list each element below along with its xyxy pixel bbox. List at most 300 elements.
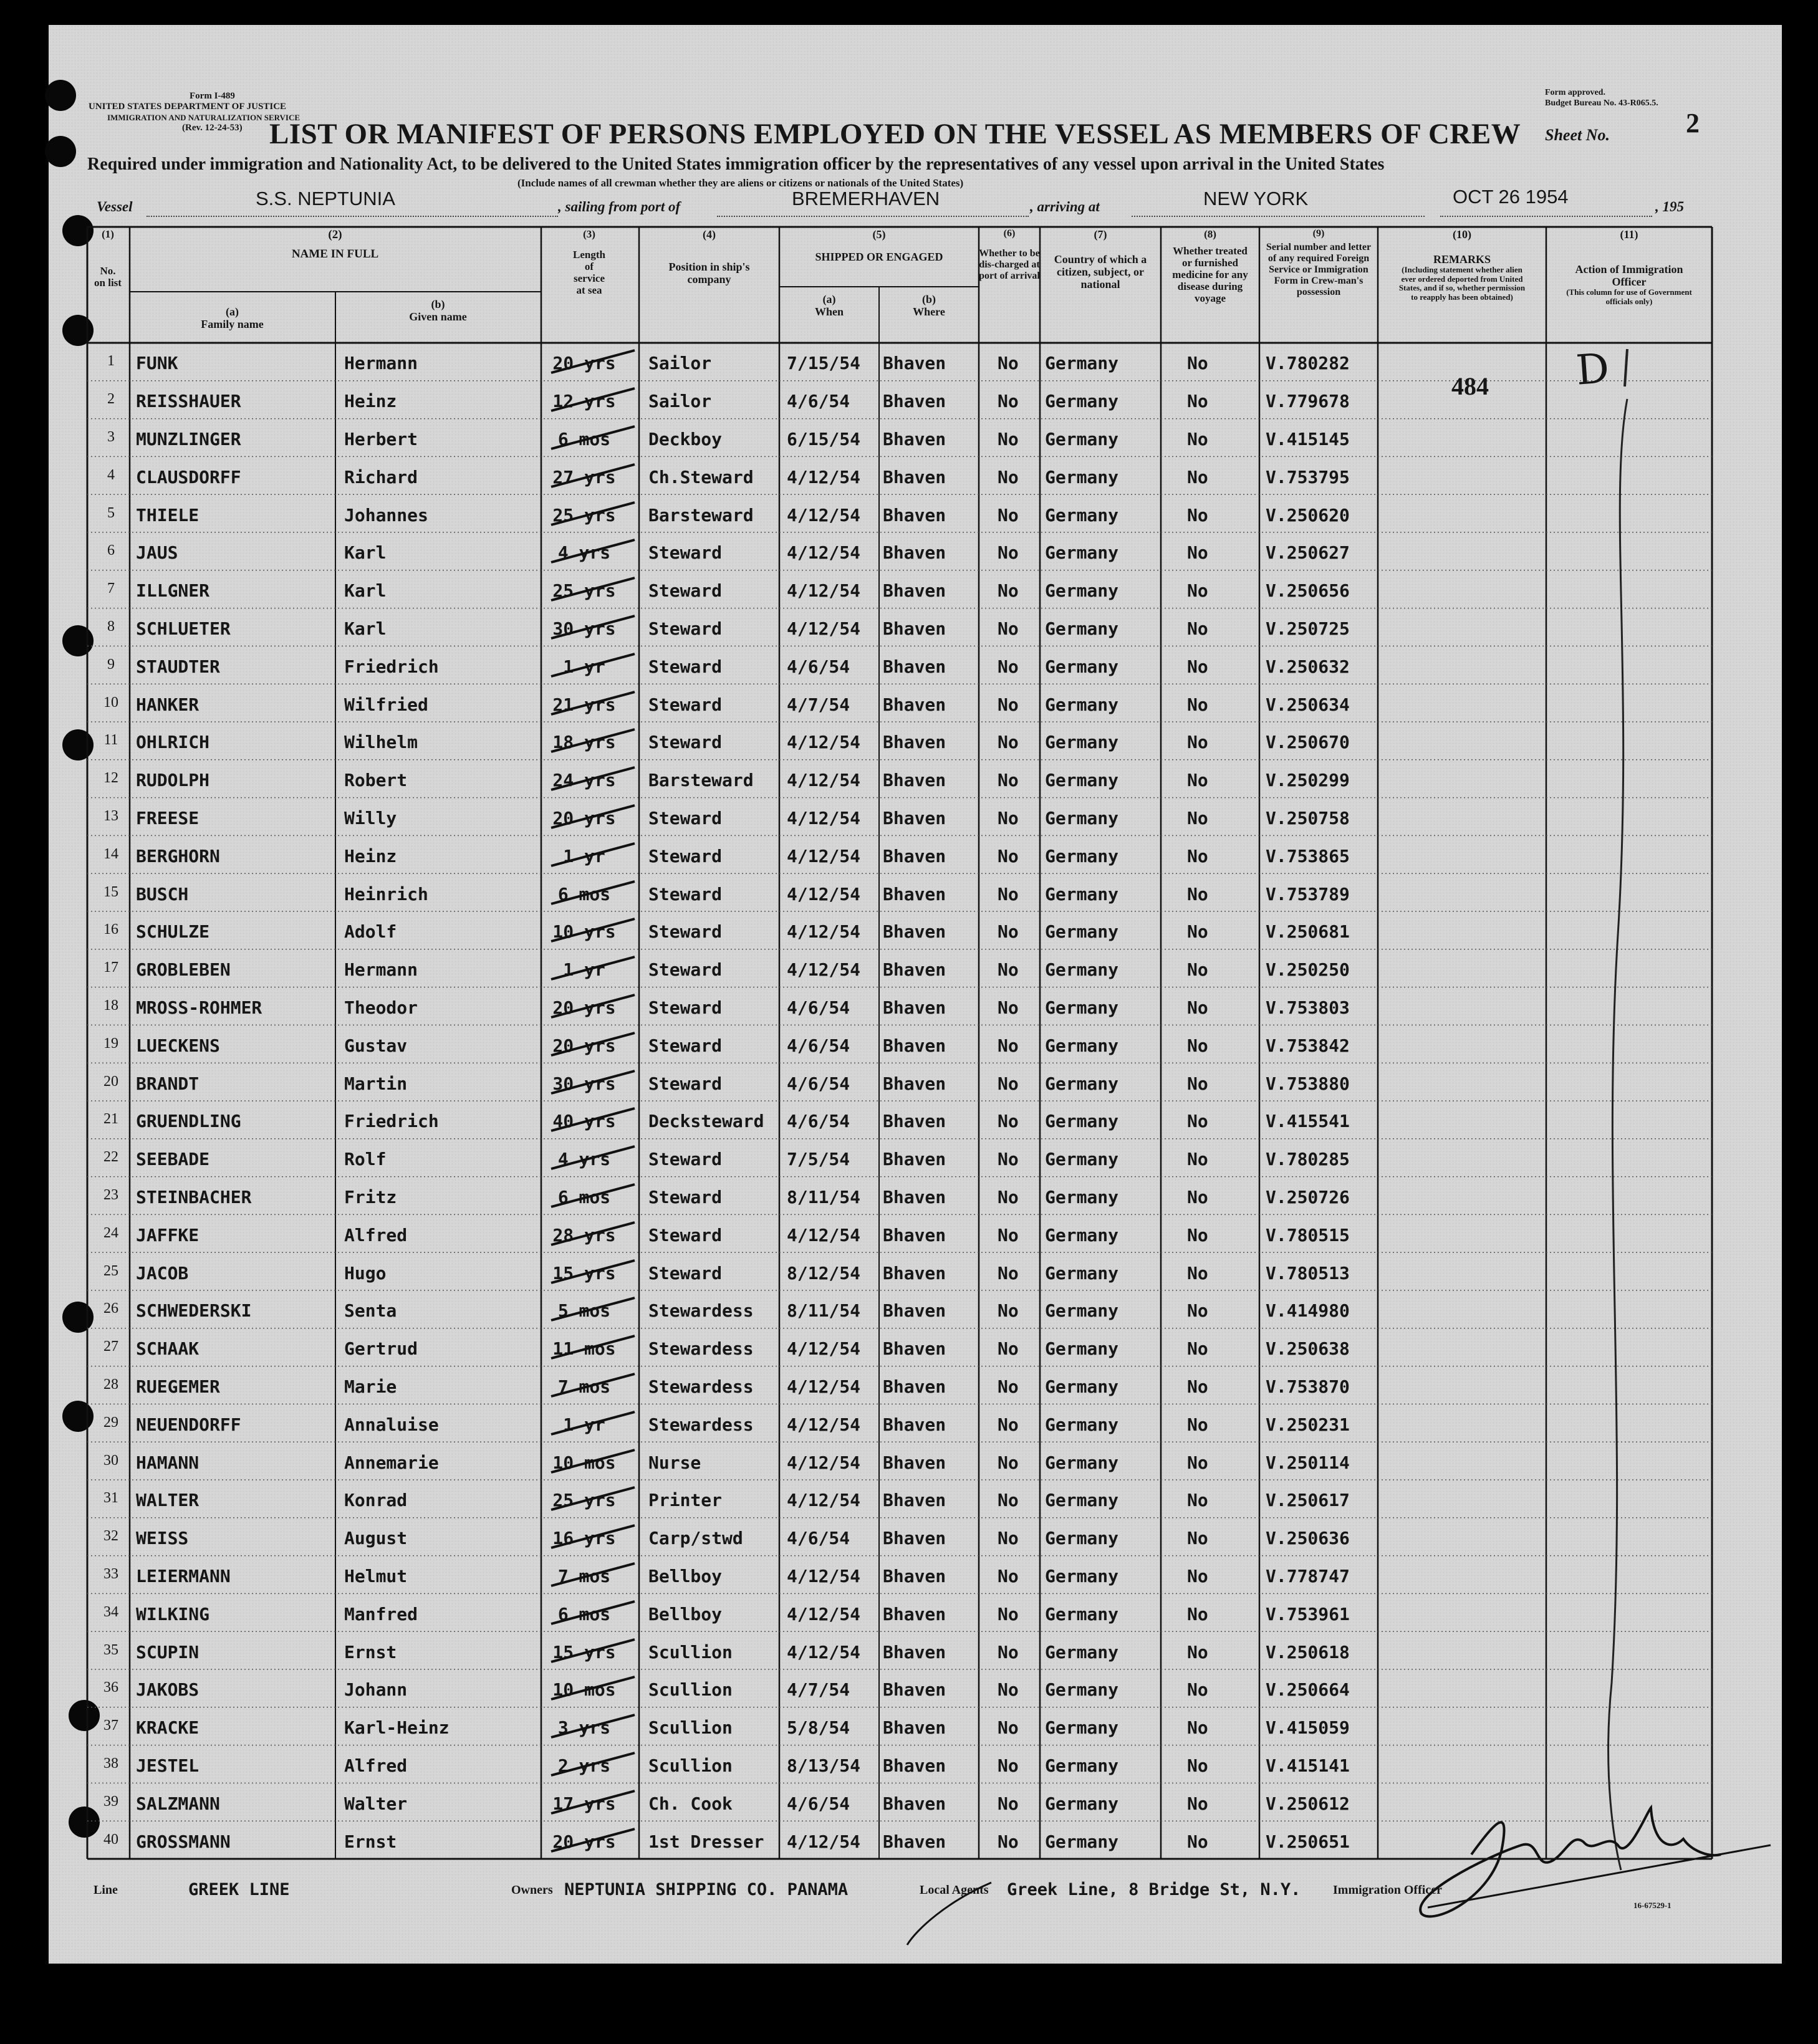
discharged: No: [998, 1641, 1019, 1663]
row-number: 3: [107, 428, 115, 445]
shipped-when: 4/12/54: [787, 1831, 861, 1852]
discharged: No: [998, 1376, 1019, 1397]
col-length-number: (3): [583, 228, 595, 240]
form-id: Form I-489: [190, 91, 235, 101]
col-shipped-number: (5): [872, 228, 886, 241]
col-name-number: (2): [328, 228, 342, 241]
table-row: [0, 1518, 1818, 1556]
col-when-number: (a): [822, 293, 836, 305]
owners-label: Owners: [511, 1883, 553, 1897]
col-when-label: When: [814, 305, 844, 319]
budget-bureau: Budget Bureau No. 43-R065.5.: [1545, 98, 1658, 108]
country: Germany: [1045, 353, 1119, 374]
row-number: 25: [103, 1262, 118, 1279]
service-length: 25 yrs: [552, 1490, 616, 1511]
strike-mark: [547, 651, 641, 679]
shipped-where: Bhaven: [883, 694, 946, 715]
position: Deckboy: [648, 428, 723, 449]
serial-number: V.779678: [1266, 391, 1350, 412]
shipped-when: 4/12/54: [787, 883, 861, 904]
country: Germany: [1045, 1300, 1119, 1322]
strike-mark: [547, 386, 641, 413]
table-row: [0, 1366, 1818, 1404]
shipped-where: Bhaven: [883, 353, 946, 374]
serial-number: V.250725: [1266, 618, 1350, 639]
service-length: 5 mos: [557, 1300, 611, 1322]
given-name: Senta: [344, 1300, 397, 1322]
row-number: 13: [103, 807, 118, 824]
local-agents: Greek Line, 8 Bridge St, N.Y.: [1007, 1880, 1301, 1899]
family-name: MROSS-ROHMER: [136, 997, 262, 1018]
country: Germany: [1045, 694, 1119, 715]
strike-mark: [547, 1220, 641, 1247]
officer-action-mark: D: [1574, 344, 1611, 395]
shipped-when: 4/12/54: [787, 1565, 861, 1586]
family-name: FREESE: [136, 807, 200, 828]
country: Germany: [1045, 1262, 1119, 1283]
shipped-when: 4/12/54: [787, 845, 861, 866]
service-name: IMMIGRATION AND NATURALIZATION SERVICE: [107, 113, 301, 122]
shipped-where: Bhaven: [883, 1528, 946, 1549]
row-number: 16: [103, 921, 118, 938]
shipped-where: Bhaven: [883, 1679, 946, 1701]
table-row: [0, 1783, 1818, 1821]
given-name: Alfred: [344, 1755, 408, 1776]
position: Steward: [648, 732, 723, 753]
position: Scullion: [648, 1717, 733, 1739]
discharged: No: [998, 732, 1019, 753]
table-row: [0, 873, 1818, 911]
form-revision: (Rev. 12-24-53): [182, 123, 243, 133]
col-action-number: (11): [1620, 228, 1638, 241]
position: Steward: [648, 921, 723, 943]
shipped-where: Bhaven: [883, 770, 946, 791]
family-name: STEINBACHER: [136, 1186, 252, 1207]
serial-number: V.250617: [1266, 1490, 1350, 1511]
punch-hole: [62, 315, 94, 346]
col-treated-number: (8): [1204, 228, 1216, 240]
row-number: 7: [107, 580, 115, 597]
row-number: 19: [103, 1035, 118, 1052]
table-row: [0, 608, 1818, 646]
treated: No: [1187, 921, 1208, 943]
discharged: No: [998, 391, 1019, 412]
sheet-number: 2: [1686, 108, 1700, 138]
serial-number: V.250758: [1266, 807, 1350, 828]
family-name: OHLRICH: [136, 732, 210, 753]
treated: No: [1187, 1603, 1208, 1624]
treated: No: [1187, 1338, 1208, 1360]
table-row: [0, 835, 1818, 873]
table-row: [0, 381, 1818, 419]
form-identification: [89, 91, 300, 133]
col-action-label: Action of Immigration Officer: [1575, 263, 1683, 289]
given-name: Hugo: [344, 1262, 387, 1283]
remarks-number: 484: [1451, 372, 1489, 400]
table-row: [0, 1480, 1818, 1518]
country: Germany: [1045, 1831, 1119, 1852]
discharged: No: [998, 845, 1019, 866]
service-length: 18 yrs: [552, 732, 616, 753]
treated: No: [1187, 959, 1208, 981]
position: Steward: [648, 1186, 723, 1207]
given-name: Manfred: [344, 1603, 418, 1624]
country: Germany: [1045, 1035, 1119, 1056]
family-name: GROBLEBEN: [136, 959, 231, 981]
discharged: No: [998, 1452, 1019, 1473]
row-number: 29: [103, 1414, 118, 1431]
service-length: 11 mos: [552, 1338, 616, 1360]
position: Nurse: [648, 1452, 701, 1473]
family-name: JAFFKE: [136, 1224, 200, 1245]
table-row: [0, 456, 1818, 494]
service-length: 20 yrs: [552, 997, 616, 1018]
shipped-where: Bhaven: [883, 656, 946, 677]
service-length: 6 mos: [557, 1603, 611, 1624]
given-name: Johannes: [344, 504, 428, 525]
discharged: No: [998, 1793, 1019, 1814]
serial-number: V.250620: [1266, 504, 1350, 525]
row-number: 33: [103, 1565, 118, 1582]
discharged: No: [998, 959, 1019, 981]
service-length: 10 mos: [552, 1679, 616, 1701]
row-number: 2: [107, 391, 115, 408]
shipped-where: Bhaven: [883, 1452, 946, 1473]
col-where-label: Where: [913, 305, 945, 319]
col-remarks-header: [1379, 228, 1545, 302]
given-name: Theodor: [344, 997, 418, 1018]
strike-mark: [547, 1485, 641, 1512]
country: Germany: [1045, 921, 1119, 943]
col-remarks-number: (10): [1453, 228, 1471, 241]
given-name: Marie: [344, 1376, 397, 1397]
discharged: No: [998, 466, 1019, 487]
position: Steward: [648, 807, 723, 828]
serial-number: V.753842: [1266, 1035, 1350, 1056]
country: Germany: [1045, 1679, 1119, 1701]
table-row: [0, 1139, 1818, 1177]
shipped-when: 7/15/54: [787, 353, 861, 374]
given-name: Wilfried: [344, 694, 428, 715]
treated: No: [1187, 732, 1208, 753]
country: Germany: [1045, 1528, 1119, 1549]
strike-mark: [547, 1182, 641, 1209]
shipped-where: Bhaven: [883, 1490, 946, 1511]
treated: No: [1187, 807, 1208, 828]
row-number: 34: [103, 1603, 118, 1620]
serial-number: V.250632: [1266, 656, 1350, 677]
family-name: JACOB: [136, 1262, 189, 1283]
serial-number: V.753803: [1266, 997, 1350, 1018]
discharged: No: [998, 1186, 1019, 1207]
shipped-where: Bhaven: [883, 1717, 946, 1739]
country: Germany: [1045, 1338, 1119, 1360]
treated: No: [1187, 504, 1208, 525]
service-length: 4 yrs: [557, 1149, 611, 1170]
given-name: Heinz: [344, 391, 397, 412]
discharged: No: [998, 428, 1019, 449]
family-name: JAUS: [136, 542, 178, 564]
shipped-where: Bhaven: [883, 807, 946, 828]
given-name: Fritz: [344, 1186, 397, 1207]
row-number: 12: [103, 770, 118, 787]
treated: No: [1187, 428, 1208, 449]
discharged: No: [998, 770, 1019, 791]
shipped-where: Bhaven: [883, 1376, 946, 1397]
col-discharged-header: [979, 228, 1040, 282]
family-name: WALTER: [136, 1490, 200, 1511]
given-name: Heinrich: [344, 883, 428, 904]
strike-mark: [547, 954, 641, 982]
given-name: Annemarie: [344, 1452, 439, 1473]
col-treated-header: [1161, 228, 1259, 304]
country: Germany: [1045, 959, 1119, 981]
country: Germany: [1045, 504, 1119, 525]
service-length: 28 yrs: [552, 1224, 616, 1245]
shipped-when: 4/12/54: [787, 542, 861, 564]
family-name: SALZMANN: [136, 1793, 220, 1814]
serial-number: V.753880: [1266, 1073, 1350, 1094]
treated: No: [1187, 1111, 1208, 1132]
family-name: BERGHORN: [136, 845, 220, 866]
vessel-label: Vessel: [97, 199, 133, 214]
shipped-when: 4/6/54: [787, 1793, 850, 1814]
country: Germany: [1045, 466, 1119, 487]
table-row: [0, 1101, 1818, 1139]
family-name: STAUDTER: [136, 656, 220, 677]
col-shipped-label: SHIPPED OR ENGAGED: [815, 251, 943, 264]
row-number: 24: [103, 1224, 118, 1241]
given-name: August: [344, 1528, 408, 1549]
col-given-number: (b): [431, 298, 445, 310]
treated: No: [1187, 1641, 1208, 1663]
shipped-where: Bhaven: [883, 1338, 946, 1360]
table-row: [0, 684, 1818, 722]
table-row: [0, 1556, 1818, 1594]
given-name: Karl-Heinz: [344, 1717, 450, 1739]
discharged: No: [998, 921, 1019, 943]
table-row: [0, 343, 1818, 381]
country: Germany: [1045, 1376, 1119, 1397]
row-number: 22: [103, 1149, 118, 1166]
treated: No: [1187, 1717, 1208, 1739]
treated: No: [1187, 845, 1208, 866]
col-action-note: (This column for use of Government officials only): [1566, 287, 1692, 307]
strike-mark: [547, 1409, 641, 1437]
service-length: 6 mos: [557, 1186, 611, 1207]
strike-mark: [547, 1788, 641, 1816]
shipped-when: 4/12/54: [787, 1603, 861, 1624]
shipped-when: 4/12/54: [787, 618, 861, 639]
table-row: [0, 419, 1818, 457]
position: 1st Dresser: [648, 1831, 764, 1852]
shipped-when: 4/7/54: [787, 694, 850, 715]
given-name: Rolf: [344, 1149, 387, 1170]
country: Germany: [1045, 1186, 1119, 1207]
discharged: No: [998, 656, 1019, 677]
arriving-label: , arriving at: [1030, 199, 1100, 214]
treated: No: [1187, 1528, 1208, 1549]
shipping-line: GREEK LINE: [188, 1880, 290, 1899]
country: Germany: [1045, 618, 1119, 639]
sailing-label: , sailing from port of: [558, 199, 681, 214]
family-name: GROSSMANN: [136, 1831, 231, 1852]
position: Steward: [648, 1149, 723, 1170]
col-no-label: No. on list: [94, 265, 122, 289]
strike-mark: [547, 992, 641, 1020]
row-number: 18: [103, 997, 118, 1014]
serial-number: V.780282: [1266, 353, 1350, 374]
col-discharged-label: Whether to be dis-charged at port of arrival: [979, 247, 1040, 281]
given-name: Ernst: [344, 1831, 397, 1852]
table-row: [0, 949, 1818, 987]
family-name: MUNZLINGER: [136, 428, 241, 449]
position: Steward: [648, 959, 723, 981]
position: Bellboy: [648, 1565, 723, 1586]
position: Ch.Steward: [648, 466, 754, 487]
col-no-number: (1): [102, 228, 114, 240]
table-row: [0, 494, 1818, 532]
family-name: ILLGNER: [136, 580, 210, 602]
treated: No: [1187, 1565, 1208, 1586]
row-number: 39: [103, 1793, 118, 1810]
position: Barsteward: [648, 504, 754, 525]
serial-number: V.778747: [1266, 1565, 1350, 1586]
given-name: Johann: [344, 1679, 408, 1701]
given-name: Alfred: [344, 1224, 408, 1245]
shipped-where: Bhaven: [883, 504, 946, 525]
position: Decksteward: [648, 1111, 764, 1132]
row-number: 1: [107, 353, 115, 370]
given-name: Annaluise: [344, 1414, 439, 1435]
shipped-when: 4/12/54: [787, 1641, 861, 1663]
strike-mark: [547, 424, 641, 451]
row-number: 11: [103, 732, 118, 749]
serial-number: V.753789: [1266, 883, 1350, 904]
page-subtitle: Required under immigration and Nationality Act, to be delivered to the United States immigration officer by the representatives of any vessel upon arrival in the United States: [87, 155, 1385, 174]
service-length: 7 mos: [557, 1565, 611, 1586]
col-name-label: NAME IN FULL: [291, 247, 379, 261]
family-name: LUECKENS: [136, 1035, 220, 1056]
country: Germany: [1045, 845, 1119, 866]
service-length: 1 yr: [563, 845, 605, 866]
table-row: [0, 1593, 1818, 1631]
position: Steward: [648, 542, 723, 564]
strike-mark: [547, 727, 641, 754]
given-name: Karl: [344, 618, 387, 639]
col-position-number: (4): [703, 228, 716, 241]
discharged: No: [998, 1073, 1019, 1094]
treated: No: [1187, 466, 1208, 487]
discharged: No: [998, 1490, 1019, 1511]
shipped-where: Bhaven: [883, 1603, 946, 1624]
family-name: HAMANN: [136, 1452, 200, 1473]
shipped-when: 4/12/54: [787, 1452, 861, 1473]
treated: No: [1187, 391, 1208, 412]
family-name: REISSHAUER: [136, 391, 241, 412]
strike-mark: [547, 537, 641, 565]
country: Germany: [1045, 1490, 1119, 1511]
given-name: Herbert: [344, 428, 418, 449]
position: Stewardess: [648, 1414, 754, 1435]
row-number: 28: [103, 1376, 118, 1393]
family-name: WEISS: [136, 1528, 189, 1549]
row-number: 15: [103, 883, 118, 900]
serial-number: V.250627: [1266, 542, 1350, 564]
position: Stewardess: [648, 1300, 754, 1322]
position: Stewardess: [648, 1376, 754, 1397]
position: Barsteward: [648, 770, 754, 791]
family-name: RUEGEMER: [136, 1376, 220, 1397]
col-shipped-header: [779, 228, 979, 263]
service-length: 30 yrs: [552, 618, 616, 639]
col-position-header: [642, 228, 776, 285]
col-position-label: Position in ship's company: [668, 261, 750, 286]
position: Steward: [648, 1262, 723, 1283]
shipped-when: 4/6/54: [787, 656, 850, 677]
row-number: 4: [107, 466, 115, 483]
shipped-when: 8/12/54: [787, 1262, 861, 1283]
strike-mark: [547, 462, 641, 489]
serial-number: V.250299: [1266, 770, 1350, 791]
strike-mark: [547, 1712, 641, 1740]
table-row: [0, 760, 1818, 798]
family-name: THIELE: [136, 504, 200, 525]
given-name: Gustav: [344, 1035, 408, 1056]
row-number: 27: [103, 1338, 118, 1355]
treated: No: [1187, 542, 1208, 564]
family-name: KRACKE: [136, 1717, 200, 1739]
position: Stewardess: [648, 1338, 754, 1360]
shipped-where: Bhaven: [883, 1111, 946, 1132]
treated: No: [1187, 1224, 1208, 1245]
serial-number: V.250634: [1266, 694, 1350, 715]
family-name: RUDOLPH: [136, 770, 210, 791]
treated: No: [1187, 656, 1208, 677]
shipped-where: Bhaven: [883, 1300, 946, 1322]
shipped-where: Bhaven: [883, 845, 946, 866]
strike-mark: [547, 1447, 641, 1475]
service-length: 20 yrs: [552, 1035, 616, 1056]
strike-mark: [547, 575, 641, 603]
service-length: 15 yrs: [552, 1641, 616, 1663]
shipped-when: 4/12/54: [787, 921, 861, 943]
treated: No: [1187, 1452, 1208, 1473]
position: Scullion: [648, 1679, 733, 1701]
serial-number: V.753961: [1266, 1603, 1350, 1624]
service-length: 16 yrs: [552, 1528, 616, 1549]
serial-number: V.250638: [1266, 1338, 1350, 1360]
table-row: [0, 1177, 1818, 1215]
shipped-where: Bhaven: [883, 428, 946, 449]
table-row: [0, 1707, 1818, 1745]
serial-number: V.780285: [1266, 1149, 1350, 1170]
shipped-when: 4/6/54: [787, 1528, 850, 1549]
country: Germany: [1045, 1755, 1119, 1776]
shipped-when: 6/15/54: [787, 428, 861, 449]
serial-number: V.250636: [1266, 1528, 1350, 1549]
discharged: No: [998, 1717, 1019, 1739]
service-length: 27 yrs: [552, 466, 616, 487]
table-row: [0, 1442, 1818, 1480]
shipped-when: 4/6/54: [787, 1073, 850, 1094]
strike-mark: [547, 765, 641, 792]
row-number: 17: [103, 959, 118, 976]
service-length: 6 mos: [557, 428, 611, 449]
family-name: JAKOBS: [136, 1679, 200, 1701]
shipped-when: 4/12/54: [787, 959, 861, 981]
given-name: Walter: [344, 1793, 408, 1814]
